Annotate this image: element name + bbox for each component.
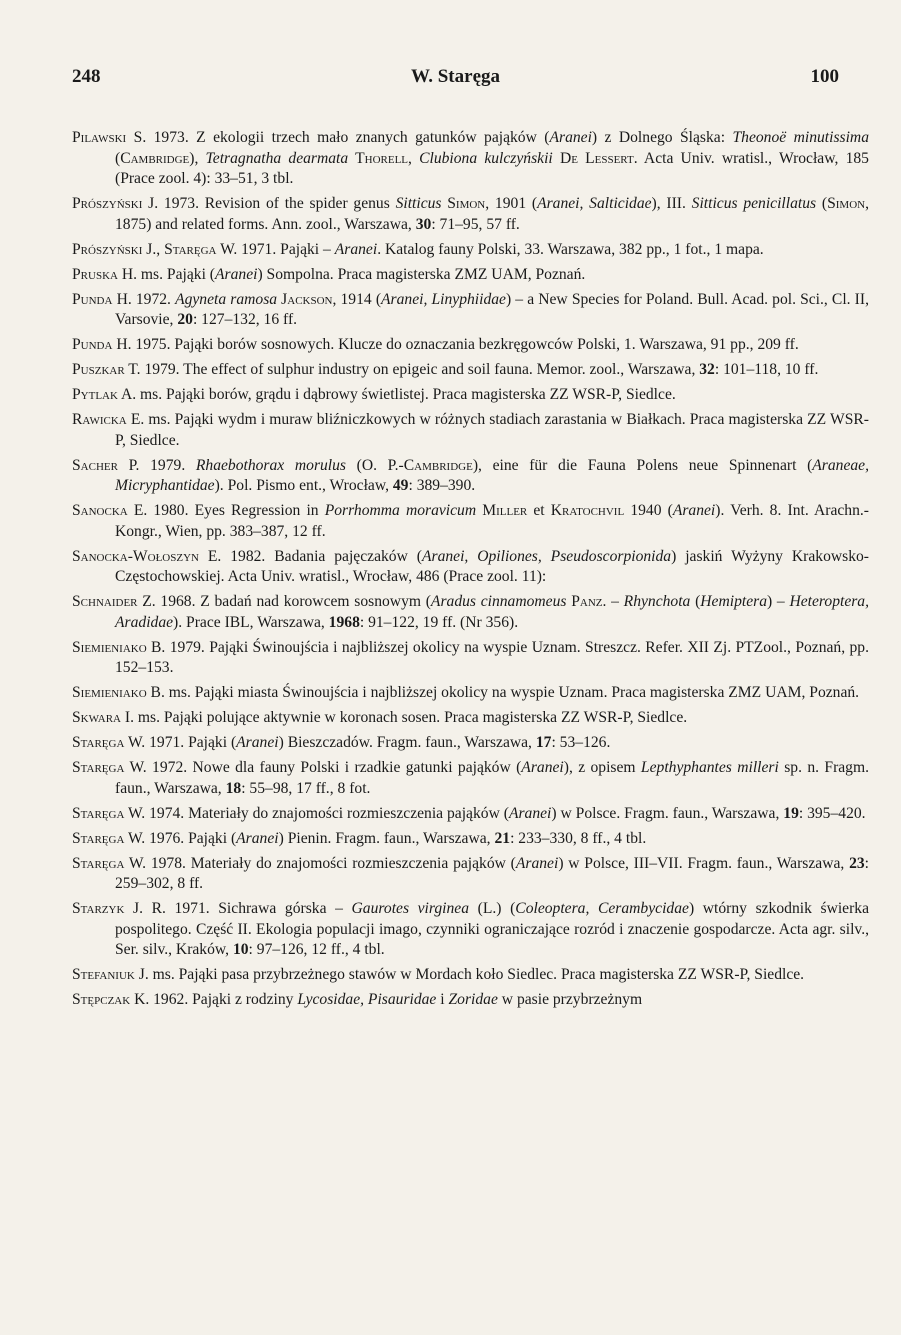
reference-text: ms. Pająki miasta Świnoujścia i najbliższej okolicy na wyspie Uznam. Praca magisterska ZMZ UAM, Poznań. [164,684,860,701]
reference-author: Sacher P. [72,456,140,474]
reference-text: 1982. Badania pajęczaków ( [221,547,422,565]
reference-text: Acta Univ. wratisl., Wrocław, 185 (Prace zool. 4): 33–51, 3 tbl. [115,149,869,187]
reference-list [72,128,869,1015]
reference-text: Rhaebothorax morulus [195,456,347,474]
reference-text: Aranei, Linyphiidae [381,290,506,308]
reference-entry [72,758,869,799]
reference-text: 1901 ( [489,195,538,212]
reference-text: 19 [783,804,799,822]
reference-text: ) w Polsce, III–VII. Fragm. faun., Warszawa, [558,854,850,872]
reference-text: Gaurotes virginea [351,900,470,917]
reference-text: Panz. [566,593,607,610]
reference-text: Aranei [515,854,559,872]
reference-text: Aranei [672,502,716,519]
reference-entry [72,290,869,331]
reference-entry [72,240,869,261]
reference-entry [72,547,869,588]
reference-text: 1968 [328,613,360,631]
reference-text: : 395–420. [798,804,866,822]
page-number: 248 [72,66,101,87]
reference-text: 1973. Z ekologii trzech mało znanych gatunków pająków ( [146,129,550,146]
reference-text: 10 [232,941,249,958]
reference-text: ms. Pająki pasa przybrzeżnego stawów w Mordach koło Siedlec. Praca magisterska ZZ WSR-P, Siedlce. [148,966,805,983]
reference-text: sp. n. Fragm. faun., Warszawa, [115,759,870,797]
reference-text: Sitticus [395,195,442,212]
reference-text: De Lessert. [552,149,638,167]
reference-text: 1971. Pająki – [237,240,335,258]
reference-text: 21 [494,829,511,847]
reference-text: ), z opisem [563,759,641,776]
reference-text: Clubiona kulczyńskii [419,149,553,167]
reference-author: Prószyński J. [72,195,159,212]
reference-entry [72,410,869,451]
reference-text: Zoridae [448,991,498,1008]
reference-text: i [436,991,449,1008]
reference-author: Stefaniuk J. [72,966,149,983]
reference-text: : 233–330, 8 ff., 4 tbl. [510,829,647,847]
reference-entry [72,683,869,704]
reference-text: ) Bieszczadów. Fragm. faun., Warszawa, [278,734,536,751]
reference-text: : 91–122, 19 ff. (Nr 356). [359,613,519,631]
reference-text: Aranei, Opiliones, Pseudoscorpionida [421,547,672,565]
reference-author: Sanocka E. [72,502,148,519]
reference-text: ms. Pająki borów, grądu i dąbrowy świetlistej. Praca magisterska ZZ WSR-P, Siedlce. [136,386,676,403]
reference-author: Stępczak K. [72,991,150,1008]
reference-text: 1979. Pająki Świnoujścia i najbliższej okolicy na wyspie Uznam. Streszcz. Refer. XII Zj. PTZool., Poznań, pp. 152–153. [115,638,869,676]
reference-author: Siemieniako B. [72,638,166,656]
reference-text: ms. Pająki ( [137,265,215,283]
reference-text: Kratochvil [550,502,625,519]
reference-text: : 101–118, 10 ff. [714,361,819,378]
reference-text: 1975. Pająki borów sosnowych. Klucze do oznaczania bezkręgowców Polski, 1. Warszawa, 91 pp., 209 ff. [131,336,799,353]
reference-text: (Cambridge), [115,149,206,167]
reference-text: Theonoë minutissima [732,129,869,146]
reference-text: Aranei [334,240,378,258]
reference-entry [72,804,869,825]
reference-text: 1962. Pająki z rodziny [149,991,298,1008]
reference-text: ) – [767,593,790,610]
reference-text: 18 [225,779,242,797]
reference-text: : 97–126, 12 ff., 4 tbl. [248,941,385,958]
reference-text: – [606,593,624,610]
reference-author: Pilawski S. [72,129,147,146]
reference-author: Siemieniako B. [72,684,165,701]
reference-entry [72,501,869,542]
reference-text: w pasie przybrzeżnym [497,991,643,1008]
reference-entry [72,194,869,235]
reference-text: ( [690,593,701,610]
reference-entry [72,128,869,190]
reference-text: ) Sompolna. Praca magisterska ZMZ UAM, Poznań. [257,265,586,283]
reference-entry [72,385,869,406]
reference-author: Rawicka E. [72,411,145,428]
reference-text: 1976. Pająki ( [145,829,237,847]
reference-text: Aranei [508,804,552,822]
reference-text: 1971. Sichrawa górska – [165,900,352,917]
reference-author: Pruska H. [72,265,138,283]
reference-text: Lycosidae, Pisauridae [297,991,437,1008]
reference-entry [72,360,869,381]
running-title: W. Staręga [410,66,501,87]
reference-text: ) z Dolnego Śląska: [591,129,733,146]
reference-text: Thorell, [348,149,420,167]
reference-text: Aranei [549,129,592,146]
reference-text: 1971. Pająki ( [145,734,237,751]
reference-text: 1979. The effect of sulphur industry on epigeic and soil fauna. Memor. zool., Warszawa, [140,361,700,378]
reference-entry [72,638,869,679]
reference-text: Agyneta ramosa [175,290,278,308]
reference-text: et [527,502,551,519]
reference-text: 17 [535,734,552,751]
reference-entry [72,829,869,850]
reference-text: : 71–95, 57 ff. [431,215,520,233]
reference-text: Cambridge [403,456,473,474]
reference-text: ) w Polsce. Fragm. faun., Warszawa, [551,804,784,822]
reference-entry [72,708,869,729]
reference-text: Sitticus penicillatus [691,195,817,212]
reference-text: Hemiptera [700,593,767,610]
reference-text: (L.) ( [469,900,516,917]
reference-text: ) jaskiń Wyżyny Krakowsko-Częstochowskiej. Acta Univ. wratisl., Wrocław, 486 (Prace zool. 11): [115,547,869,585]
reference-text: ) wtórny szkodnik świerka pospolitego. Część II. Ekologia populacji imago, czynniki ograniczające rozród i znaczenie gospodarcze. Acta agr. silv., Ser. silv., Kraków, [115,900,869,958]
reference-text: 1973. Revision of the spider genus [158,195,396,212]
reference-text: 1979. [139,456,196,474]
reference-text: (O. P.- [346,456,404,474]
reference-author: Punda H. [72,336,132,353]
reference-entry [72,965,869,986]
reference-author: Sanocka-Wołoszyn E. [72,547,222,565]
reference-text: Simon, [827,195,869,212]
reference-author: Skwara I. [72,709,134,726]
reference-author: Prószyński J., Staręga W. [72,240,238,258]
reference-text: 32 [699,361,715,378]
reference-text: 1980. Eyes Regression in [147,502,325,519]
reference-author: Staręga W. [72,829,146,847]
reference-text: : 55–98, 17 ff., 8 fot. [241,779,371,797]
reference-text: : 127–132, 16 ff. [192,311,298,328]
reference-text: Porrhomma moravicum [324,502,477,519]
reference-author: Staręga W. [72,759,147,776]
reference-entry [72,265,869,286]
reference-text: 1972. [131,290,176,308]
reference-text: ms. Pająki polujące aktywnie w koronach sosen. Praca magisterska ZZ WSR-P, Siedlce. [134,709,688,726]
reference-text: ms. Pająki wydm i muraw bliźniczkowych w różnych stadiach zarastania w Białkach. Praca magisterska ZZ WSR-P, Siedlce. [115,411,869,449]
reference-text: : 389–390. [408,477,476,494]
reference-text: Lepthyphantes milleri [640,759,779,776]
reference-text: 20 [177,311,193,328]
reference-text: 1978. Materiały do znajomości rozmieszczenia pająków ( [146,854,516,872]
reference-author: Starzyk J. R. [72,900,166,917]
reference-text: Aranei [236,734,279,751]
reference-entry [72,335,869,356]
reference-text: Aranei [215,265,258,283]
reference-entry [72,592,869,633]
reference-entry [72,854,869,895]
issue-number: 100 [810,66,839,87]
reference-text: Miller [476,502,528,519]
reference-text: ), III. [651,195,692,212]
reference-text: 1875) and related forms. Ann. zool., Warszawa, [115,215,416,233]
page-header [72,66,839,96]
reference-text: ) Pienin. Fragm. faun., Warszawa, [278,829,495,847]
reference-text: : 53–126. [551,734,611,751]
reference-text: 30 [415,215,432,233]
reference-author: Punda H. [72,290,132,308]
reference-entry [72,990,869,1011]
reference-text: . Katalog fauny Polski, 33. Warszawa, 382 pp., 1 fot., 1 mapa. [377,240,764,258]
reference-text: 23 [849,854,865,872]
reference-author: Pytlak A. [72,386,137,403]
reference-text: Tetragnatha dearmata [205,149,349,167]
reference-text: ). Prace IBL, Warszawa, [173,613,329,631]
reference-text: Coleoptera, Cerambycidae [515,900,689,917]
reference-text: 1940 ( [624,502,673,519]
reference-text: Aranei [236,829,279,847]
reference-text: Heteroptera, Aradidae [115,593,870,631]
reference-text: ). Verh. 8. Int. Arachn.-Kongr., Wien, pp. 383–387, 12 ff. [115,502,869,540]
reference-text: Aradus cinnamomeus [430,593,567,610]
reference-entry [72,456,869,497]
reference-author: Staręga W. [72,734,146,751]
reference-author: Puszkar T. [72,361,141,378]
reference-text: ), eine für die Fauna Polens neue Spinnenart ( [472,456,813,474]
reference-text: Jackson, [277,290,337,308]
reference-entry [72,733,869,754]
reference-text: 1914 ( [336,290,382,308]
reference-text: 1974. Materiały do znajomości rozmieszczenia pająków ( [145,804,509,822]
reference-author: Schnaider Z. [72,593,156,610]
reference-entry [72,899,869,961]
reference-text: ( [816,195,828,212]
reference-text: : 259–302, 8 ff. [115,854,869,892]
reference-text: Rhynchota [623,593,691,610]
reference-author: Staręga W. [72,854,147,872]
reference-text: 1968. Z badań nad korowcem sosnowym ( [155,593,431,610]
reference-text: ) – a New Species for Poland. Bull. Acad. pol. Sci., Cl. II, Varsovie, [115,290,869,328]
reference-text: Simon, [441,195,490,212]
reference-text: 49 [392,477,409,494]
reference-author: Staręga W. [72,804,146,822]
reference-text: Araneae, Micryphantidae [115,456,870,494]
reference-text: Aranei, Salticidae [537,195,652,212]
reference-text: 1972. Nowe dla fauny Polski i rzadkie gatunki pająków ( [146,759,522,776]
reference-text: ). Pol. Pismo ent., Wrocław, [214,477,393,494]
reference-text: Aranei [521,759,564,776]
